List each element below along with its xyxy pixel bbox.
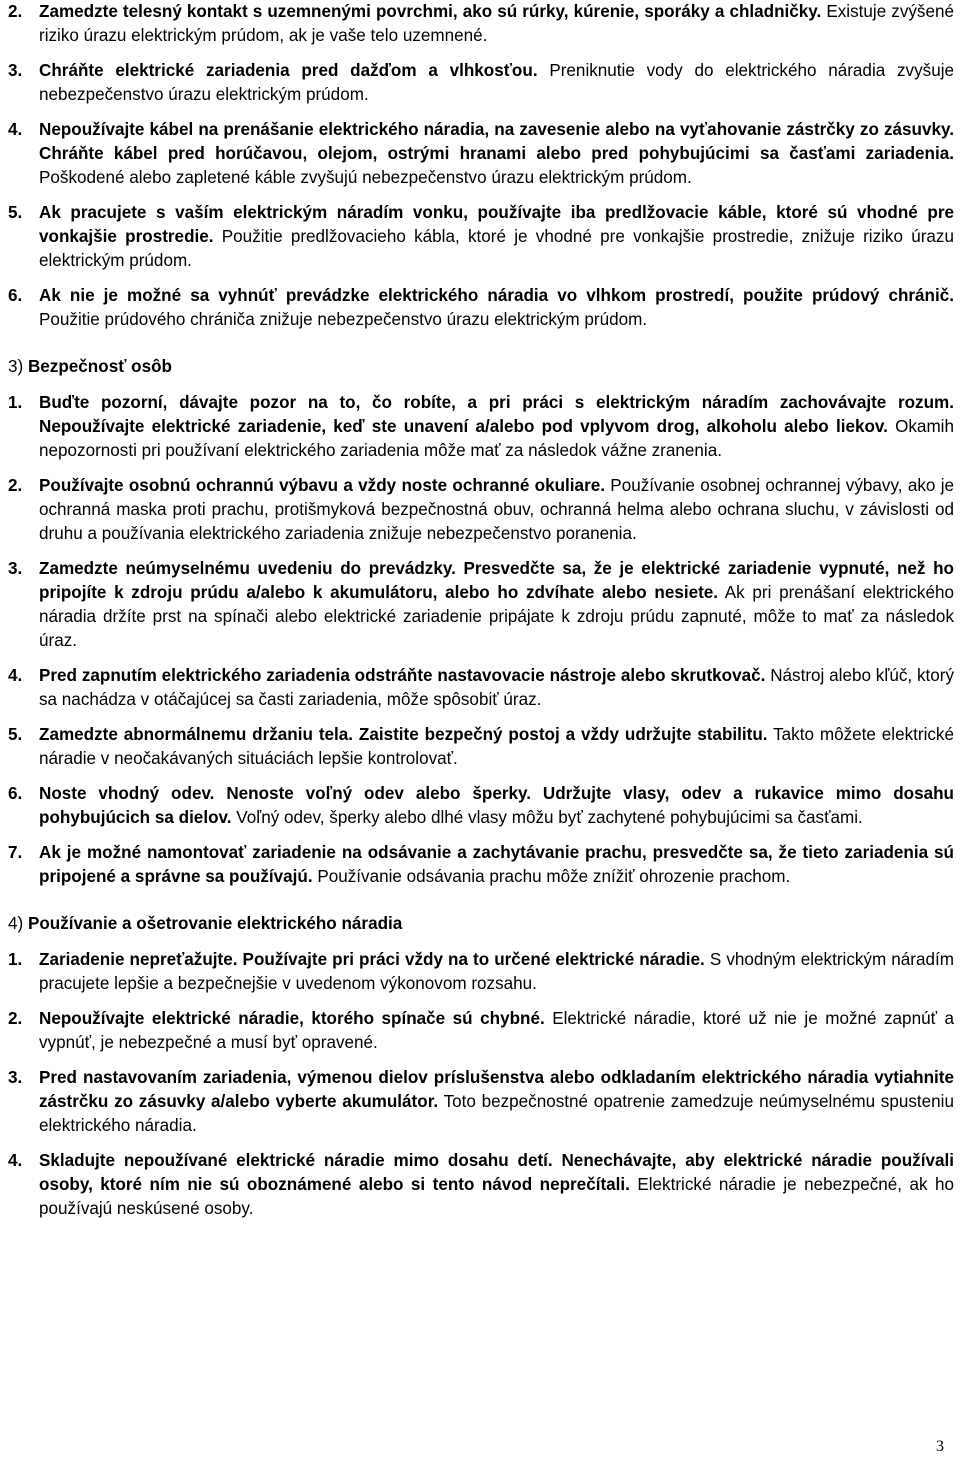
list-item xyxy=(8,1066,954,1138)
item-text: Elektrické náradie je nebezpečné, ak ho používajú neskúsené osoby. xyxy=(39,1175,954,1218)
item-bold-text: Zamedzte neúmyselnému uvedeniu do prevádzky. Presvedčte sa, že je elektrické zariadenie vypnuté, než ho pripojíte k zdroju prúdu a/alebo k akumulátoru, alebo ho zdvíhate alebo nesiete. xyxy=(39,559,954,602)
list-item xyxy=(8,948,954,996)
list-section-4 xyxy=(8,948,954,1221)
list-item xyxy=(8,557,954,653)
item-number: 3. xyxy=(8,559,23,578)
item-bold-text: Používajte osobnú ochrannú výbavu a vždy noste ochranné okuliare. xyxy=(39,476,605,495)
item-number: 5. xyxy=(8,725,23,744)
list-item xyxy=(8,782,954,830)
section-title: Bezpečnosť osôb xyxy=(27,357,172,376)
list-pre xyxy=(8,0,954,332)
item-text: Použitie predlžovacieho kábla, ktoré je vhodné pre vonkajšie prostredie, znižuje riziko úrazu elektrickým prúdom. xyxy=(39,227,954,270)
list-item xyxy=(8,664,954,712)
item-bold-text: Zamedzte abnormálnemu držaniu tela. Zaistite bezpečný postoj a vždy udržujte stabilitu. xyxy=(39,725,768,744)
item-bold-text: Ak pracujete s vaším elektrickým náradím vonku, používajte iba predlžovacie káble, ktoré sú vhodné pre vonkajšie prostredie. xyxy=(39,203,954,246)
item-bold-text: Ak je možné namontovať zariadenie na odsávanie a zachytávanie prachu, presvedčte sa, že tieto zariadenia sú pripojené a správne sa používajú. xyxy=(39,843,954,886)
item-number: 6. xyxy=(8,784,23,803)
item-bold-text: Zamedzte telesný kontakt s uzemnenými povrchmi, ako sú rúrky, kúrenie, sporáky a chladničky. xyxy=(39,2,822,21)
item-bold-text: Pred zapnutím elektrického zariadenia odstráňte nastavovacie nástroje alebo skrutkovač. xyxy=(39,666,766,685)
list-section-3 xyxy=(8,391,954,889)
item-text: Nástroj alebo kľúč, ktorý sa nachádza v otáčajúcej sa časti zariadenia, môže spôsobiť úraz. xyxy=(39,666,954,709)
list-item xyxy=(8,723,954,771)
list-item xyxy=(8,1007,954,1055)
list-item xyxy=(8,1149,954,1221)
item-number: 4. xyxy=(8,1151,23,1170)
section-title: Používanie a ošetrovanie elektrického náradia xyxy=(27,914,403,933)
section-prefix: 3) xyxy=(8,357,28,376)
item-number: 1. xyxy=(8,950,23,969)
list-item xyxy=(8,391,954,463)
item-number: 4. xyxy=(8,120,23,139)
item-text: Elektrické náradie, ktoré už nie je možné zapnúť a vypnúť, je nebezpečné a musí byť opravené. xyxy=(39,1009,954,1052)
item-number: 4. xyxy=(8,666,23,685)
item-text: Existuje zvýšené riziko úrazu elektrickým prúdom, ak je vaše telo uzemnené. xyxy=(39,2,954,45)
item-text: S vhodným elektrickým náradím pracujete lepšie a bezpečnejšie v uvedenom výkonovom rozsahu. xyxy=(39,950,954,993)
item-bold-text: Noste vhodný odev. Nenoste voľný odev alebo šperky. Udržujte vlasy, odev a rukavice mimo dosahu pohybujúcich sa dielov. xyxy=(39,784,954,827)
item-bold-text: Zariadenie nepreťažujte. Používajte pri práci vždy na to určené elektrické náradie. xyxy=(39,950,705,969)
item-bold-text: Ak nie je možné sa vyhnúť prevádzke elektrického náradia vo vlhkom prostredí, použite prúdový chránič. xyxy=(39,286,954,305)
item-text: Používanie odsávania prachu môže znížiť ohrozenie prachom. xyxy=(312,867,791,886)
list-item xyxy=(8,841,954,889)
item-text: Toto bezpečnostné opatrenie zamedzuje neúmyselnému spusteniu elektrického náradia. xyxy=(39,1092,954,1135)
item-text: Preniknutie vody do elektrického náradia zvyšuje nebezpečenstvo úrazu elektrickým prúdom. xyxy=(39,61,955,104)
document-page xyxy=(8,0,954,1465)
list-item xyxy=(8,59,954,107)
item-number: 2. xyxy=(8,476,23,495)
item-text: Použitie prúdového chrániča znižuje nebezpečenstvo úrazu elektrickým prúdom. xyxy=(39,310,648,329)
item-bold-text: Skladujte nepoužívané elektrické náradie mimo dosahu detí. Nenechávajte, aby elektrické náradie používali osoby, ktoré ním nie sú oboznámené alebo si tento návod neprečítali. xyxy=(39,1151,954,1194)
item-text: Ak pri prenášaní elektrického náradia držíte prst na spínači alebo elektrické zariadenie pripájate k zdroju prúdu zapnuté, môže to mať za následok úraz. xyxy=(39,583,954,650)
item-text: Okamih nepozornosti pri používaní elektrického zariadenia môže mať za následok vážne zranenia. xyxy=(39,417,954,460)
item-bold-text: Pred nastavovaním zariadenia, výmenou dielov príslušenstva alebo odkladaním elektrického náradia vytiahnite zástrčku zo zásuvky a/alebo vyberte akumulátor. xyxy=(39,1068,954,1111)
item-number: 1. xyxy=(8,393,23,412)
section-heading xyxy=(8,355,954,379)
list-item xyxy=(8,284,954,332)
item-text: Používanie osobnej ochrannej výbavy, ako je ochranná maska proti prachu, protišmyková bezpečnostná obuv, ochranná helma alebo ochrana sluchu, v závislosti od druhu a používania elektrického zariadenia znižuje nebezpečenstvo poranenia. xyxy=(39,476,955,543)
page-number: 3 xyxy=(936,1438,944,1455)
item-number: 5. xyxy=(8,203,23,222)
item-number: 7. xyxy=(8,843,23,862)
section-prefix: 4) xyxy=(8,914,28,933)
list-item xyxy=(8,118,954,190)
item-bold-text: Nepoužívajte elektrické náradie, ktorého spínače sú chybné. xyxy=(39,1009,545,1028)
item-text: Voľný odev, šperky alebo dlhé vlasy môžu byť zachytené pohybujúcimi sa časťami. xyxy=(231,808,863,827)
list-item xyxy=(8,474,954,546)
list-item xyxy=(8,0,954,48)
item-bold-text: Nepoužívajte kábel na prenášanie elektrického náradia, na zavesenie alebo na vyťahovanie zástrčky zo zásuvky. Chráňte kábel pred horúčavou, olejom, ostrými hranami alebo pred pohybujúcimi sa časťami zariadenia. xyxy=(39,120,954,163)
item-bold-text: Buďte pozorní, dávajte pozor na to, čo robíte, a pri práci s elektrickým náradím zachovávajte rozum. Nepoužívajte elektrické zariadenie, keď ste unavení a/alebo pod vplyvom drog, alkoholu alebo liekov. xyxy=(39,393,954,436)
section-heading xyxy=(8,912,954,936)
item-text: Poškodené alebo zapletené káble zvyšujú nebezpečenstvo úrazu elektrickým prúdom. xyxy=(39,168,692,187)
list-item xyxy=(8,201,954,273)
item-number: 6. xyxy=(8,286,23,305)
item-number: 2. xyxy=(8,1009,23,1028)
item-number: 3. xyxy=(8,61,23,80)
item-bold-text: Chráňte elektrické zariadenia pred dažďom a vlhkosťou. xyxy=(39,61,538,80)
item-number: 2. xyxy=(8,2,23,21)
item-number: 3. xyxy=(8,1068,23,1087)
item-text: Takto môžete elektrické náradie v neočakávaných situáciách lepšie kontrolovať. xyxy=(39,725,954,768)
